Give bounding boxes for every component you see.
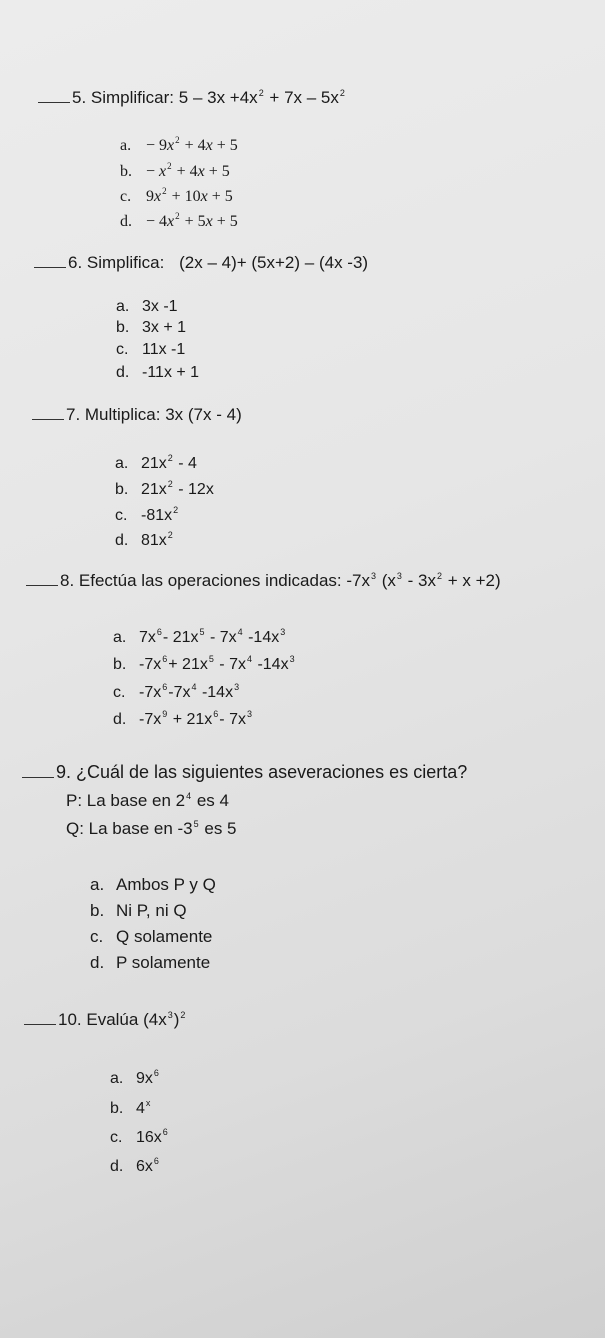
option-a[interactable]: a. $21x^2 - 4$ [115, 453, 197, 472]
option-b[interactable]: b. 4$^x$ [110, 1098, 151, 1117]
answer-blank[interactable] [24, 1022, 56, 1025]
option-c[interactable]: c. $9x^2 + 10x + 5$ [120, 186, 233, 205]
option-d[interactable]: d. $81x^2$ [115, 530, 173, 549]
answer-blank[interactable] [22, 775, 54, 778]
statement-q: Q: La base en $-3^5$ es 5 [66, 819, 237, 838]
statement-p: P: La base en $2^4$ es 4 [66, 791, 229, 810]
option-b[interactable]: b. Ni P, ni Q [90, 901, 187, 920]
option-c[interactable]: c. 11x -1 [116, 341, 186, 358]
question-prompt: 9. ¿Cuál de las siguientes aseveraciones es cierta? [56, 762, 468, 782]
question-prompt: 7. Multiplica: [66, 405, 161, 424]
question-5 [38, 88, 346, 108]
option-a[interactable]: a. 3x -1 [116, 298, 178, 315]
question-prompt: 5. Simplificar: [72, 88, 175, 107]
option-c[interactable]: c. $-81x^2$ [115, 505, 179, 524]
answer-blank[interactable] [32, 417, 64, 420]
option-d[interactable]: d. − $4x^2 + 5x + 5$ [120, 211, 238, 230]
option-b[interactable]: b. $21x^2 - 12x$ [115, 479, 214, 498]
option-c[interactable]: c. $16x^6$ [110, 1127, 168, 1146]
option-a[interactable]: a. Ambos P y Q [90, 875, 216, 894]
question-expression: (2x – 4)+ (5x+2) – (4x -3) [179, 253, 369, 272]
question-prompt: 10. Evalúa [58, 1010, 139, 1029]
option-c[interactable]: c. Q solamente [90, 927, 213, 946]
question-expression: $(4x^3)^2$ [143, 1010, 186, 1029]
question-7 [32, 405, 242, 425]
option-d[interactable]: d. $6x^6$ [110, 1156, 159, 1175]
option-b[interactable]: b. − $x^2 + 4x + 5$ [120, 161, 230, 180]
answer-blank[interactable] [26, 583, 58, 586]
question-6 [34, 253, 368, 273]
question-prompt: 8. Efectúa las operaciones indicadas: [60, 571, 342, 590]
option-d[interactable]: d. P solamente [90, 953, 211, 972]
option-a[interactable]: a. $9x^6$ [110, 1068, 159, 1087]
question-9 [22, 762, 467, 783]
question-expression: 3x (7x - 4) [165, 405, 242, 424]
question-expression: $5 - 3x +4x^2 + 7x - 5x^2$ [178, 88, 345, 107]
option-b[interactable]: b. 3x + 1 [116, 319, 187, 336]
option-b[interactable]: b. $-7x^6+ 21x^5 - 7x^4$ $-14x^3$ [113, 654, 295, 673]
question-8 [26, 571, 501, 591]
question-10 [24, 1010, 186, 1030]
option-c[interactable]: c. $-7x^6-7x^4$ $-14x^3$ [113, 682, 240, 701]
option-d[interactable]: d. $-7x^9 + 21x^6-$ $7x^3$ [113, 709, 252, 728]
option-a[interactable]: a. − $9x^2 + 4x + 5$ [120, 135, 238, 154]
option-d[interactable]: d. -11x + 1 [116, 364, 200, 381]
option-a[interactable]: a. $7x^6-$ $21x^5 - 7x^4$ $-14x^3$ [113, 627, 286, 646]
question-prompt: 6. Simplifica: [68, 253, 165, 272]
answer-blank[interactable] [34, 265, 66, 268]
answer-blank[interactable] [38, 100, 70, 103]
question-expression: $-7x^3$ $(x^3 - 3x^2 + x +2)$ [346, 571, 501, 590]
